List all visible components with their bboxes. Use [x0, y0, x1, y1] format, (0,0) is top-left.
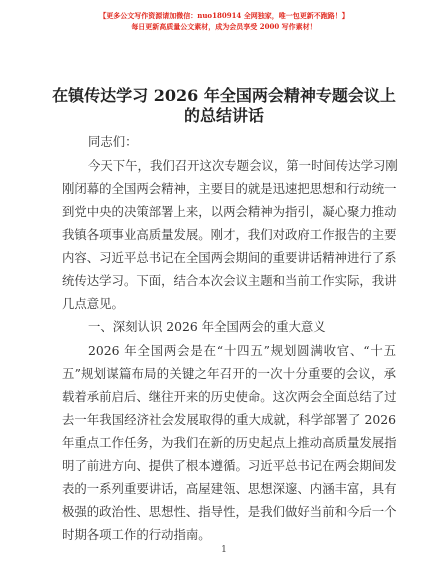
paragraph-1-line: 我镇各项事业高质量发展。刚才，我们对政府工作报告的主要: [62, 227, 397, 242]
paragraph-2-line: 极强的政治性、思想性、指导性，是我们做好当前和今后一个: [62, 504, 397, 519]
document-title-line-2: 的总结讲话: [183, 106, 264, 125]
paragraph-1-line: 统传达学习。下面，结合本次会议主题和当前工作实际，我讲: [62, 273, 397, 288]
paragraph-2-line: 2026 年全国两会是在“十四五”规划圆满收官、“十五: [88, 343, 396, 358]
salutation: 同志们：: [88, 134, 138, 149]
paragraph-1-line: 到党中央的决策部署上来，以两会精神为指引，凝心聚力推动: [62, 204, 397, 219]
paragraph-1-line: 几点意见。: [62, 296, 124, 311]
paragraph-1-line: 刚闭幕的全国两会精神，主要目的就是迅速把思想和行动统一: [62, 181, 397, 196]
paragraph-2-line: 五”规划谋篇布局的关键之年召开的一次十分重要的会议，承: [62, 366, 396, 381]
paragraph-2-line: 时期各项工作的行动指南。: [62, 527, 211, 542]
paragraph-1-line: 内容、习近平总书记在全国两会期间的重要讲话精神进行了系: [62, 250, 397, 265]
promo-banner-line-2: 每日更新高质量公文素材，成为会员享受 2000 写作素材！: [131, 22, 317, 31]
paragraph-2-line: 去一年我国经济社会发展取得的重大成就，科学部署了 2026: [62, 412, 396, 427]
paragraph-2-line: 表的一系列重要讲话，高屋建瓴、思想深邃、内涵丰富，具有: [62, 481, 397, 496]
promo-banner-line-1: 【更多公文写作资源请加微信：nuo180914 全网独家，唯一包更新不跑路！】: [99, 11, 349, 20]
paragraph-2-line: 载着承前启后、继往开来的历史使命。这次两会全面总结了过: [62, 389, 397, 404]
paragraph-1-line: 今天下午，我们召开这次专题会议，第一时间传达学习刚: [88, 158, 398, 173]
paragraph-2-line: 明了前进方向、提供了根本遵循。习近平总书记在两会期间发: [62, 458, 397, 473]
page-number: 1: [221, 545, 227, 555]
paragraph-2-line: 年重点工作任务，为我们在新的历史起点上推动高质量发展指: [62, 435, 397, 450]
section-heading: 一、深刻认识 2026 年全国两会的重大意义: [88, 319, 326, 334]
document-title-line-1: 在镇传达学习 2026 年全国两会精神专题会议上: [52, 86, 396, 105]
